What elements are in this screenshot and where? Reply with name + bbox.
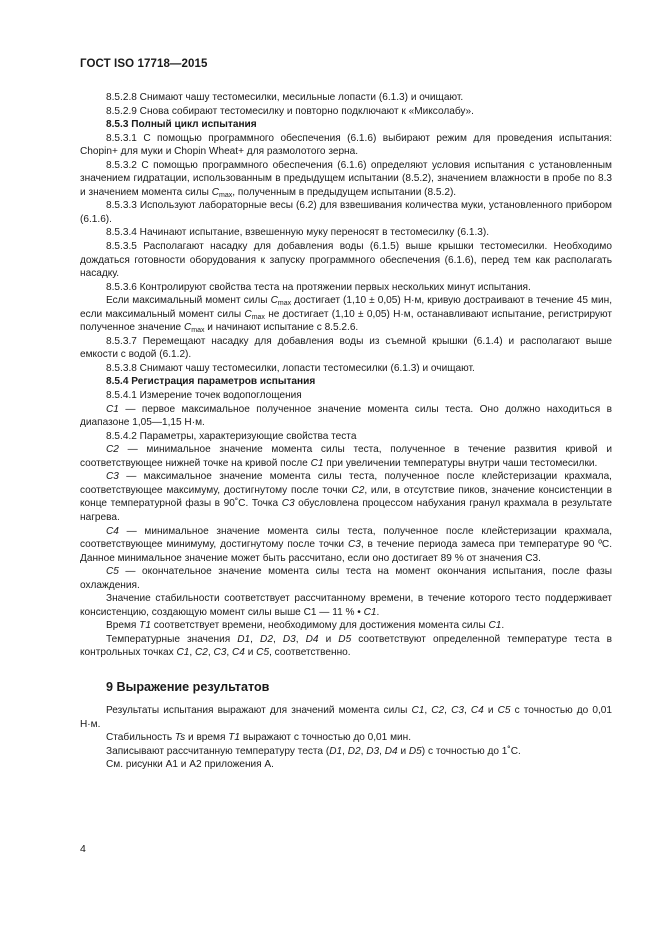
clause-8-5-3-2: 8.5.3.2 С помощью программного обеспечения (6.1.6) определяют условия испытания с установленным значением гидратации, использованным в предыдущем испытании (8.5.2), значением влажности в пробе по 8.3 и значением момента силы $C_{max}$, полученным в предыдущем испытании (8.5.2). [80, 159, 612, 199]
clause-8-5-4-1: 8.5.4.1 Измерение точек водопоглощения [106, 390, 302, 402]
clause-8-5-4-2: 8.5.4.2 Параметры, характеризующие свойства теста [106, 430, 357, 442]
cmax-symbol: $C_{max}$ [211, 186, 233, 199]
clause-8-5-2-9: 8.5.2.9 Снова собирают тестомесилку и повторно подключают к «Миксолабу». [106, 105, 474, 117]
clause-8-5-3-8: 8.5.3.8 Снимают чашу тестомесилки, лопасти тестомесилки (6.1.3) и очищают. [106, 362, 475, 374]
heading-8-5-3: 8.5.3 Полный цикл испытания [106, 119, 257, 131]
clause-8-5-3-1: 8.5.3.1 С помощью программного обеспечения (6.1.6) выбирают режим для проведения испытания: Chopin+ для муки и Chopin Wheat+ для размолотого зерна. [80, 132, 612, 158]
t1-definition: Время T1 соответствует времени, необходимому для достижения момента силы C1. [106, 620, 505, 632]
clause-8-5-2-8: 8.5.2.8 Снимают чашу тестомесилки, месильные лопасти (6.1.3) и очищают. [106, 92, 464, 103]
cmax-symbol: $C_{max}$ [270, 295, 292, 308]
clause-8-5-3-6: 8.5.3.6 Контролируют свойства теста на протяжении первых нескольких минут испытания. [106, 281, 531, 293]
c1-definition: C1 — первое максимальное полученное значение момента силы теста. Оно должно находиться в диапазоне 1,05—1,15 Н·м. [80, 403, 612, 429]
main-text [80, 91, 612, 660]
c4-definition: C4 — минимальное значение момента силы теста, полученное после клейстеризации крахмала, соответствующее минимуму, достигнутому после точки C3, в течение периода замеса при температуре 90 ºС. Данное минимальное значение может быть рассчитано, если оно достигает 89 % от значения С3. [80, 525, 612, 564]
heading-8-5-4: 8.5.4 Регистрация параметров испытания [106, 376, 316, 388]
document-header: ГОСТ ISO 17718—2015 [80, 58, 208, 70]
clause-8-5-3-3: 8.5.3.3 Используют лабораторные весы (6.2) для взвешивания количества муки, установленного прибором (6.1.6). [80, 200, 612, 225]
clause-8-5-3-4: 8.5.3.4 Начинают испытание, взвешенную муку переносят в тестомесилку (6.1.3). [106, 227, 490, 239]
cmax-symbol: $C_{max}$ [183, 322, 205, 335]
stability-precision: Стабильность Ts и время T1 выражают с точностью до 0,01 мин. [106, 732, 412, 744]
figure-reference: См. рисунки А1 и А2 приложения А. [106, 759, 274, 771]
section-9-title: 9 Выражение результатов [106, 680, 270, 694]
section-9 [80, 680, 612, 772]
clause-8-5-3-7: 8.5.3.7 Перемещают насадку для добавления воды из съемной крышки (6.1.4) и располагают выше емкости с водой (6.1.2). [80, 335, 612, 361]
cmax-subscript: max [191, 327, 205, 335]
stability-definition: Значение стабильности соответствует рассчитанному времени, в течение которого тесто поддерживает консистенцию, создающую момент силы выше С1 — 11 % • C1. [80, 593, 612, 618]
page-number: 4 [80, 843, 86, 855]
cmax-subscript: max [277, 300, 292, 308]
cmax-condition: Если максимальный момент силы $C_{max}$ достигает (1,10 ± 0,05) Н·м, кривую достраивают в течение 45 мин, если максимальный момент силы $C_{max}$ не достигает (1,10 ± 0,05) Н·м, останавливают испытание, регистрируют полученное значение $C_{max}$ и начинают испытание с 8.5.2.6. [80, 295, 613, 335]
cmax-subscript: max [251, 313, 265, 321]
clause-8-5-3-5: 8.5.3.5 Располагают насадку для добавления воды (6.1.5) выше крышки тестомесилки. Необходимо дождаться готовности оборудования к запуску программного обеспечения (6.1.6), перед тем как располагать насадку. [80, 241, 612, 280]
cmax-symbol: $C_{max}$ [244, 308, 265, 321]
temperature-precision: Записывают рассчитанную температуру теста (D1, D2, D3, D4 и D5) с точностью до 1˚С. [106, 745, 521, 757]
cmax-subscript: max [219, 191, 233, 199]
temperature-definition: Температурные значения D1, D2, D3, D4 и D5 соответствуют определенной температуре теста в контрольных точках C1, C2, C3, C4 и C5, соответственно. [80, 633, 613, 659]
c2-definition: C2 — минимальное значение момента силы теста, полученное в течение развития кривой и соответствующее нижней точке на кривой после C1 при увеличении температуры внутри чаши тестомесилки. [80, 444, 612, 469]
c3-definition: C3 — максимальное значение момента силы теста, полученное после клейстеризации крахмала, соответствующее максимуму, достигнутому после точки C2, или, в отсутствие пиков, значение консистенции в конце температурной фазы в 90˚С. Точка C3 обусловлена процессом набухания гранул крахмала в результате нагрева. [80, 471, 612, 523]
c5-definition: C5 — окончательное значение момента силы теста на момент окончания испытания, после фазы охлаждения. [80, 566, 612, 591]
results-precision: Результаты испытания выражают для значений момента силы C1, C2, C3, C4 и C5 с точностью до 0,01 Н·м. [80, 705, 612, 730]
